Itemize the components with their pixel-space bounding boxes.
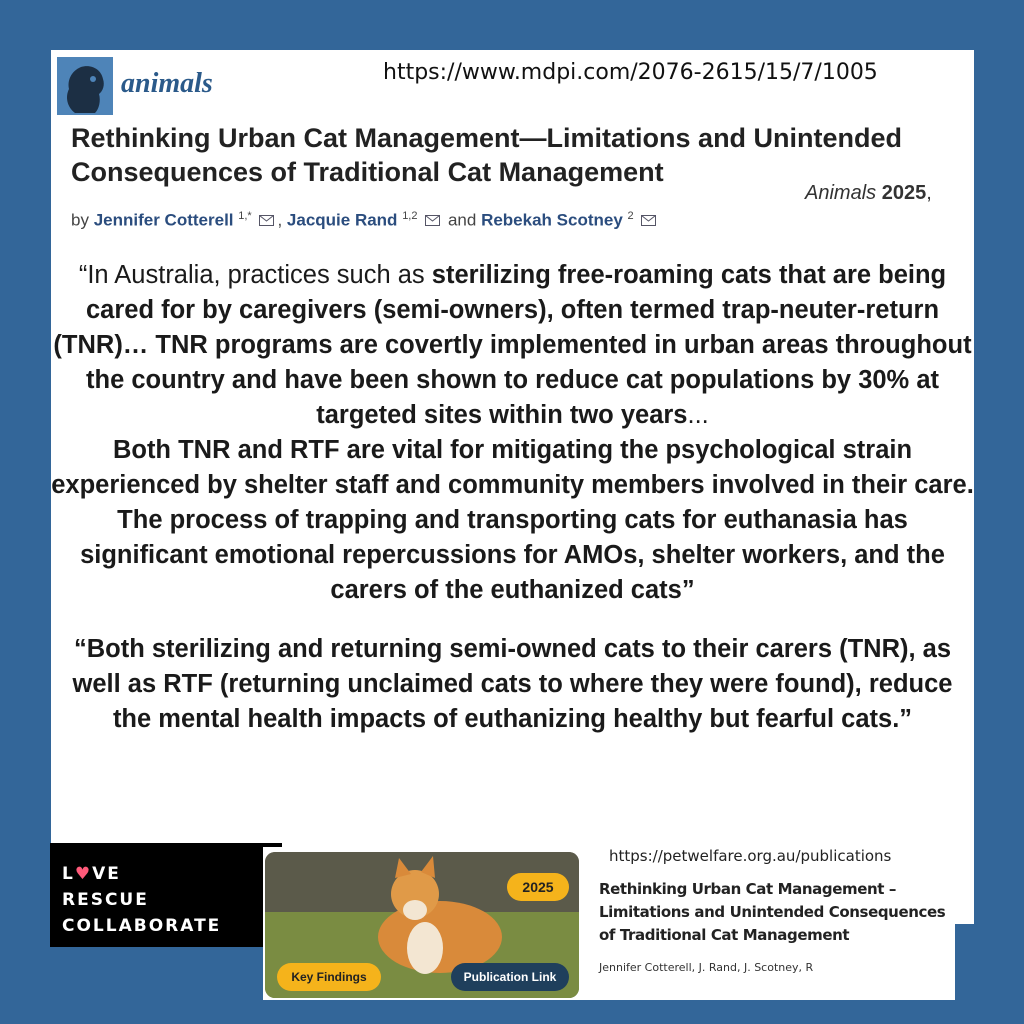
year-badge: 2025 bbox=[507, 873, 569, 901]
brand-text: VE bbox=[92, 864, 121, 884]
article-title: Rethinking Urban Cat Management—Limitations and Unintended Consequences of Traditional Cat Management bbox=[71, 123, 903, 187]
publication-link-button[interactable]: Publication Link bbox=[451, 963, 569, 991]
author-affiliation: 2 bbox=[627, 210, 634, 222]
byline-prefix: by bbox=[71, 210, 89, 230]
key-findings-button[interactable]: Key Findings bbox=[277, 963, 381, 991]
author-affiliation: 1,2 bbox=[402, 210, 418, 222]
citation bbox=[805, 182, 932, 205]
quote-paragraph bbox=[51, 632, 974, 737]
journal-name: animals bbox=[121, 68, 213, 99]
mail-icon[interactable] bbox=[425, 211, 440, 231]
mail-icon[interactable] bbox=[259, 211, 274, 231]
mail-icon[interactable] bbox=[641, 211, 656, 231]
and-word: and bbox=[447, 210, 477, 230]
citation-journal: Animals bbox=[805, 182, 877, 204]
publication-url[interactable]: https://petwelfare.org.au/publications bbox=[609, 847, 892, 865]
quote-block bbox=[51, 258, 974, 737]
quote-emphasis: sterilizing free-roaming cats that are being cared for by caregivers (semi-owners), often termed trap-neuter-return (TNR)… TNR programs are covertly implemented in urban areas throughout the country and have been shown to reduce cat populations by 30% at targeted sites within two years bbox=[53, 261, 972, 429]
article-url[interactable]: https://www.mdpi.com/2076-2615/15/7/1005 bbox=[383, 60, 878, 85]
quote-ellipsis: ... bbox=[687, 401, 709, 429]
quote-text: Both TNR and RTF are vital for mitigating the psychological strain experienced by shelter staff and community members involved in their care. The process of trapping and transporting cats for euthanasia has significant emotional repercussions for AMOs, shelter workers, and the carers of the euthanized cats” bbox=[51, 436, 974, 604]
byline: by Jennifer Cotterell $^{1,*}$ , Jacquie Rand $^{1,2}$ and Rebekah Scotney $^2$ bbox=[71, 210, 659, 231]
spacer bbox=[51, 608, 974, 632]
author-name[interactable]: Jacquie Rand bbox=[286, 210, 398, 230]
article-card bbox=[51, 50, 974, 924]
quote-paragraph bbox=[51, 258, 974, 433]
citation-suffix: , bbox=[926, 182, 932, 204]
cat-photo bbox=[265, 852, 579, 998]
brand-logo bbox=[50, 843, 282, 947]
journal-logo-icon bbox=[57, 57, 113, 115]
brand-text: L bbox=[62, 864, 75, 884]
heart-icon: ♥ bbox=[74, 864, 93, 884]
citation-year: 2025 bbox=[881, 182, 927, 204]
publication-title: Rethinking Urban Cat Management – Limitations and Unintended Consequences of Traditional Cat Management bbox=[599, 880, 946, 944]
brand-line: COLLABORATE bbox=[62, 916, 222, 936]
author-affiliation: 1,* bbox=[238, 210, 252, 222]
brand-line bbox=[62, 861, 282, 887]
brand-line: RESCUE bbox=[62, 890, 149, 910]
publication-authors: Jennifer Cotterell, J. Rand, J. Scotney, R bbox=[599, 961, 814, 974]
author-name[interactable]: Jennifer Cotterell bbox=[93, 210, 234, 230]
publication-panel bbox=[263, 847, 955, 1000]
quote-paragraph bbox=[51, 433, 974, 608]
quote-intro: “In Australia, practices such as bbox=[78, 261, 432, 289]
author-name[interactable]: Rebekah Scotney bbox=[481, 210, 623, 230]
quote-text: “Both sterilizing and returning semi-owned cats to their carers (TNR), as well as RTF (returning unclaimed cats to where they were found), reduce the mental health impacts of euthanizing healthy but fearful cats.” bbox=[72, 635, 953, 733]
